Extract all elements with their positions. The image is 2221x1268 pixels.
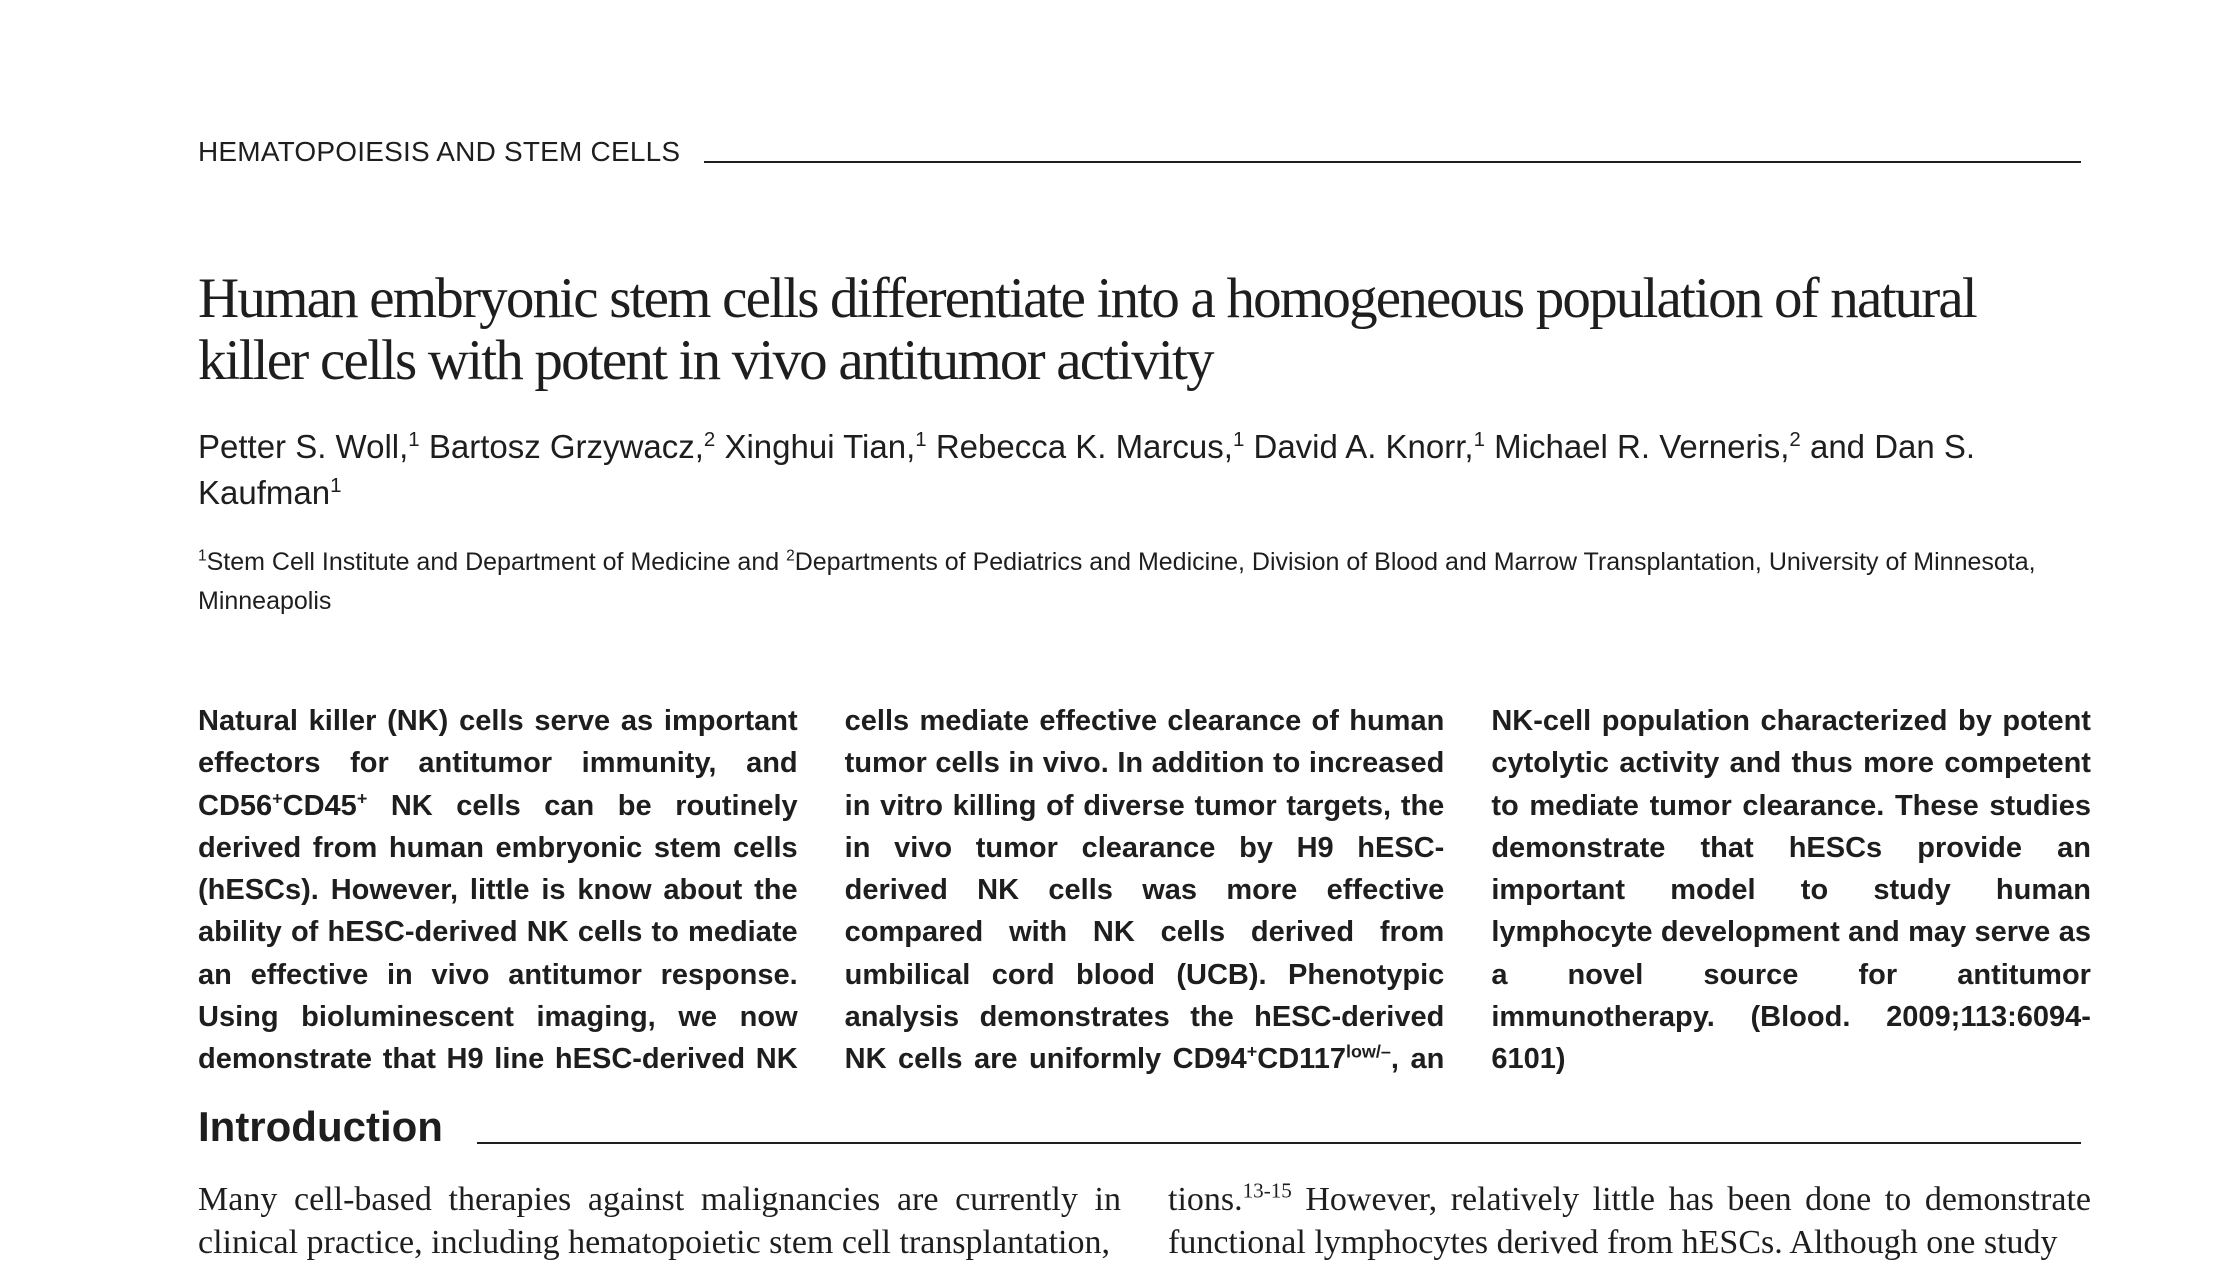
affiliation-mark: 2: [786, 547, 795, 565]
author-name: Rebecca K. Marcus,: [935, 428, 1233, 465]
body-text: However, relatively little has been done to demonstrate functional lymphocytes derived from hESCs. Although one study: [1168, 1181, 2091, 1261]
author-affiliation-mark: 2: [1789, 428, 1801, 451]
author-name: David A. Knorr,: [1253, 428, 1474, 465]
author-affiliation-mark: 1: [408, 428, 420, 451]
abstract-text: NK cells can be routinely derived from human embryonic stem cells (hESCs). However, little is know about the ability of hESC-derived NK cells to mediate an effective in vivo antitumor response. Using bioluminescent imaging, we now demonstrate that H9 line hESC-derived NK cells mediate effective clearance of human tumor cells in vivo. In addition to increased in vitro killing of diverse tumor targets, the in vivo tumor clearance by H9 hESC-derived NK cells was more effective compared with NK cells derived from umbilical cord blood (UCB). Phenotypic analysis demonstrates the hESC-derived NK cells are uniformly CD94: [198, 705, 1445, 1076]
introduction-heading: Introduction: [198, 1103, 443, 1150]
abstract-text: CD117: [1257, 1043, 1346, 1076]
citation-ref: 13-15: [1242, 1178, 1292, 1203]
section-header: [198, 126, 2081, 166]
body-paragraph: [1168, 1178, 2091, 1264]
author-affiliation-mark: 1: [915, 428, 927, 451]
author-affiliation-mark: 2: [703, 428, 716, 451]
author-list: [198, 424, 2078, 516]
introduction-body: [198, 1178, 2091, 1268]
author-affiliation-mark: 1: [1232, 428, 1245, 451]
body-paragraph: Many cell-based therapies against malignancies are currently in clinical practice, including hematopoietic stem cell transplantation,: [198, 1181, 1121, 1261]
abstract: [198, 700, 2091, 1090]
introduction-header: [198, 1100, 2081, 1148]
author-name: Petter S. Woll,: [198, 428, 409, 465]
author-name: Xinghui Tian,: [724, 428, 916, 465]
author-name: Bartosz Grzywacz,: [428, 428, 704, 465]
abstract-text: , an NK-cell population characterized by potent cytolytic activity and thus more competent to mediate tumor clearance. These studies demonstrate that hESCs provide an important model to study human lymphocyte development and may serve as a novel source for antitumor immunotherapy. (Blood. 2009;113:6094-6101): [1390, 705, 2091, 1076]
affiliations: [198, 543, 2078, 621]
abstract-superscript: +: [1246, 1041, 1258, 1062]
affiliation-text: Departments of Pediatrics and Medicine, Division of Blood and Marrow Transplantation, University of Minnesota, Minneapolis: [198, 548, 2036, 615]
abstract-superscript: +: [272, 787, 283, 808]
section-rule: [704, 161, 2081, 163]
introduction-rule: [477, 1142, 2081, 1144]
article-title: Human embryonic stem cells differentiate into a homogeneous population of natural killer cells with potent in vivo antitumor activity: [198, 267, 1976, 392]
body-text: tions.: [1168, 1181, 1243, 1218]
affiliation-mark: 1: [198, 547, 207, 565]
author-affiliation-mark: 1: [330, 474, 342, 497]
abstract-text: Natural killer (NK) cells serve as important effectors for antitumor immunity, and CD56: [198, 705, 798, 822]
section-tag: HEMATOPOIESIS AND STEM CELLS: [198, 136, 681, 167]
affiliation-text: Stem Cell Institute and Department of Medicine and: [206, 548, 787, 576]
author-name: Michael R. Verneris,: [1494, 428, 1790, 465]
abstract-text: CD45: [282, 789, 357, 822]
abstract-superscript: +: [356, 787, 368, 808]
author-name: and Dan S. Kaufman: [198, 428, 1976, 511]
author-affiliation-mark: 1: [1473, 428, 1485, 451]
abstract-superscript: low/–: [1345, 1041, 1391, 1062]
